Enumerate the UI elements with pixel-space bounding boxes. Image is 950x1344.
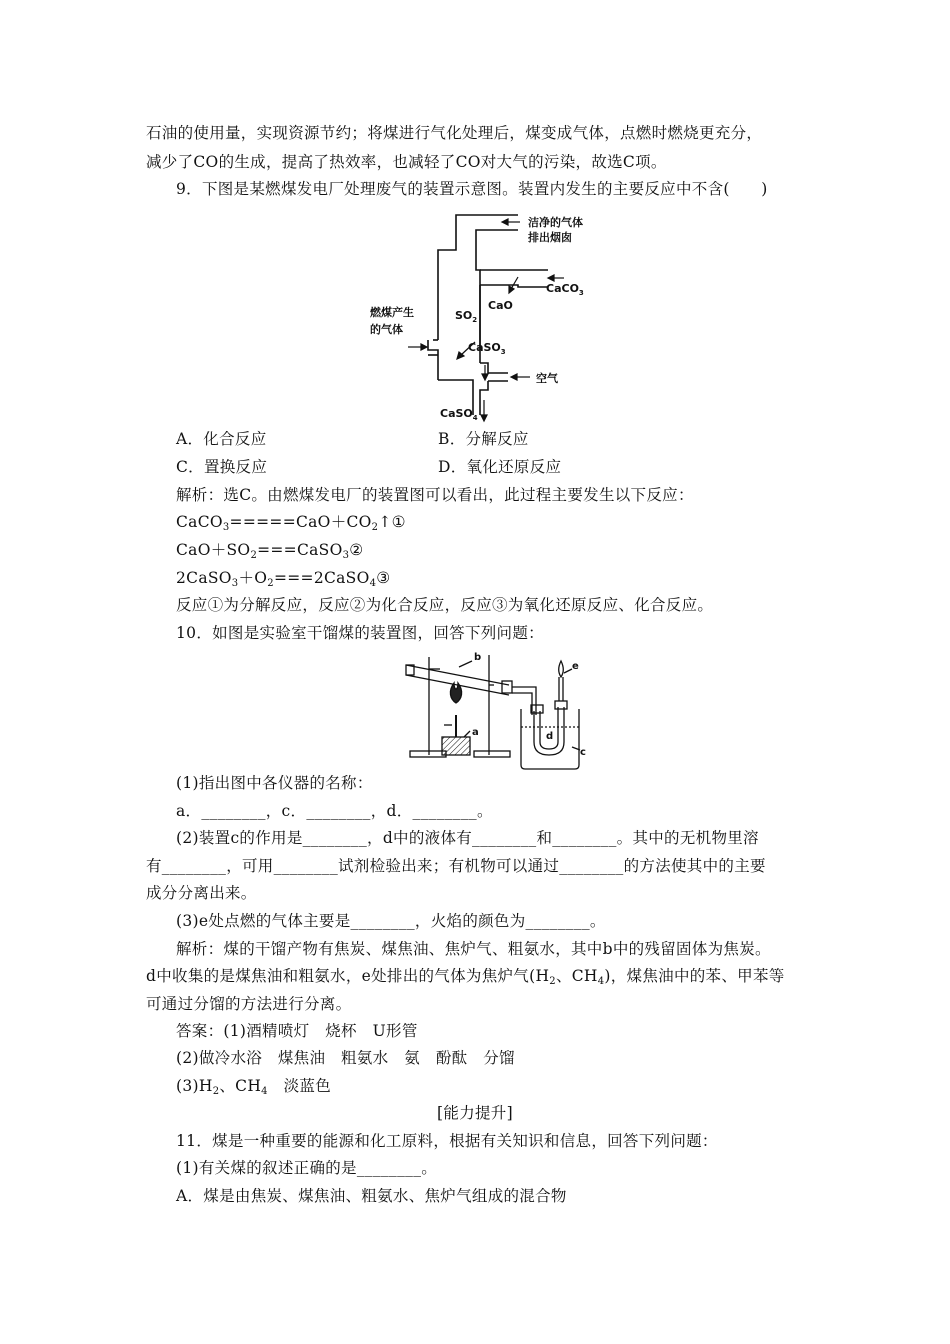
inlet-label-1: 燃煤产生	[370, 306, 414, 319]
q10-part3: (3)e处点燃的气体主要是________，火焰的颜色为________。	[176, 912, 606, 930]
analysis-10-line1: 解析：煤的干馏产物有焦炭、煤焦油、焦炉气、粗氨水，其中b中的残留固体为焦炭。	[176, 940, 771, 958]
section-heading: [能力提升]	[437, 1104, 513, 1122]
flue-gas-diagram	[368, 205, 598, 430]
equation-1: $CaCO_3=====CaO+CO_2↑①$	[176, 513, 406, 533]
label-e: e	[572, 661, 579, 672]
q10-part2-line1: (2)装置c的作用是________，d中的液体有________和________。其中的无机物里溶	[176, 829, 759, 847]
analysis-9-conclusion: 反应①为分解反应，反应②为化合反应，反应③为氧化还原反应、化合反应。	[176, 596, 714, 614]
answer-10-line1: 答案：(1)酒精喷灯 烧杯 U形管	[176, 1022, 418, 1040]
air-label: 空气	[536, 372, 558, 385]
option-a: A．化合反应	[176, 430, 267, 448]
question-10: 10．如图是实验室干馏煤的装置图，回答下列问题：	[176, 624, 544, 642]
outlet-label-1: 洁净的气体	[528, 216, 583, 229]
label-b: b	[474, 652, 482, 663]
question-9: 9．下图是某燃煤发电厂处理废气的装置示意图。装置内发生的主要反应中不含( )	[176, 180, 768, 198]
q11-part1: (1)有关煤的叙述正确的是________。	[176, 1159, 438, 1177]
answer-10-line3: $(3)H_2$、$CH_4$ 淡蓝色	[176, 1077, 332, 1097]
q10-part2-line3: 成分分离出来。	[146, 884, 257, 902]
q10-part1-blanks: a．________，c．________，d．________。	[176, 802, 493, 820]
question-11: 11．煤是一种重要的能源和化工原料，根据有关知识和信息，回答下列问题：	[176, 1132, 718, 1150]
caso4-label: CaSO$_4$	[440, 407, 478, 422]
outlet-label-2: 排出烟囱	[528, 231, 572, 244]
equation-3: $2CaSO_3+O_2===2CaSO_4③$	[176, 569, 391, 589]
so2-label: $SO_2$	[455, 309, 478, 324]
text-line: 石油的使用量，实现资源节约；将煤进行气化处理后，煤变成气体，点燃时燃烧更充分，	[146, 124, 763, 142]
inlet-label-2: 的气体	[370, 323, 403, 336]
label-a: a	[472, 727, 479, 738]
analysis-9: 解析：选C。由燃煤发电厂的装置图可以看出，此过程主要发生以下反应：	[176, 486, 694, 504]
caco3-label: CaCO$_3$	[546, 282, 584, 297]
q10-part1: (1)指出图中各仪器的名称：	[176, 774, 373, 792]
cao-label: CaO	[488, 299, 513, 312]
equation-2: $CaO+SO_2===CaSO_3②$	[176, 541, 364, 561]
option-c: C．置换反应	[176, 458, 268, 476]
label-d: d	[546, 731, 554, 742]
caso3-label: CaSO$_3$	[468, 341, 506, 356]
option-d: D．氧化还原反应	[438, 458, 562, 476]
text-line: 减少了CO的生成，提高了热效率，也减轻了CO对大气的污染，故选C项。	[146, 153, 667, 171]
q10-part2-line2: 有________，可用________试剂检验出来；有机物可以通过________的方法使其中的主要	[146, 857, 766, 875]
q11-option-a: A．煤是由焦炭、煤焦油、粗氨水、焦炉气组成的混合物	[176, 1187, 567, 1205]
distillation-apparatus	[404, 647, 589, 772]
analysis-10-line3: 可通过分馏的方法进行分离。	[146, 995, 352, 1013]
analysis-10-line2: d中收集的是煤焦油和粗氨水，e处排出的气体为焦炉气($H_2$、$CH_4$)，煤焦油中的苯、甲苯等	[146, 967, 785, 987]
answer-10-line2: (2)做冷水浴 煤焦油 粗氨水 氨 酚酞 分馏	[176, 1049, 515, 1067]
label-c: c	[580, 747, 586, 758]
outer-wall-top	[438, 215, 518, 340]
option-b: B．分解反应	[438, 430, 529, 448]
